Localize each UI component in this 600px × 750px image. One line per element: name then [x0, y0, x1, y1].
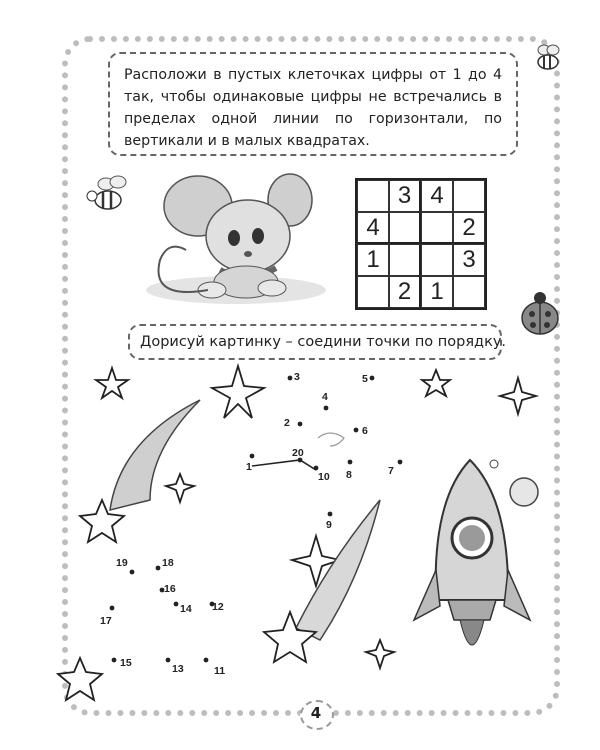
mouse-illustration — [146, 174, 326, 304]
sudoku-cell[interactable]: 1 — [357, 244, 389, 276]
sudoku-cell[interactable] — [453, 276, 485, 308]
dot-label: 4 — [322, 391, 328, 403]
sudoku-cell[interactable] — [389, 244, 421, 276]
sudoku-cell[interactable] — [421, 212, 453, 244]
dot-label: 17 — [100, 615, 112, 627]
sudoku-instructions — [108, 52, 518, 156]
ladybug-icon — [522, 292, 558, 334]
dot-label: 2 — [284, 417, 290, 429]
dot-label: 19 — [116, 557, 128, 569]
sudoku-cell[interactable]: 3 — [453, 244, 485, 276]
dot-label: 9 — [326, 519, 332, 531]
dot-label: 18 — [162, 557, 174, 569]
dot-label: 14 — [180, 603, 192, 615]
dot-label: 3 — [294, 371, 300, 383]
sudoku-cell[interactable] — [389, 212, 421, 244]
sudoku-cell[interactable]: 2 — [453, 212, 485, 244]
planet-icon — [490, 460, 538, 506]
bee-icon — [538, 45, 559, 69]
dot-label: 20 — [292, 447, 304, 459]
sudoku-cell[interactable] — [357, 180, 389, 212]
dot-label: 8 — [346, 469, 352, 481]
sudoku-cell[interactable]: 2 — [389, 276, 421, 308]
sudoku-cell[interactable]: 4 — [357, 212, 389, 244]
sudoku-cell[interactable]: 1 — [421, 276, 453, 308]
star-smiling-icon — [58, 658, 102, 700]
dot-label: 11 — [214, 665, 226, 677]
sudoku-cell[interactable] — [421, 244, 453, 276]
dot-to-dot-instructions — [128, 324, 507, 360]
dot-label: 15 — [120, 657, 132, 669]
dot-label: 16 — [164, 583, 176, 595]
page-number: 4 — [310, 704, 322, 722]
sudoku-instructions-text: Расположи в пустых клеточках цифры от 1 до 4 так, чтобы одинаковые цифры не встречались в пределах одной линии по горизонтали, по вертикали и в малых квадратах. — [124, 67, 502, 149]
dot-label: 13 — [172, 663, 184, 675]
dot-label: 12 — [212, 601, 224, 613]
shooting-star-bottom-icon — [264, 500, 380, 662]
sudoku-cell[interactable]: 3 — [389, 180, 421, 212]
dot-label: 10 — [318, 471, 330, 483]
sudoku-cell[interactable] — [453, 180, 485, 212]
dot-label: 5 — [362, 373, 368, 385]
dot-label: 1 — [246, 461, 252, 473]
dot-label: 7 — [388, 465, 394, 477]
fly-bee-icon — [87, 176, 126, 209]
dot-to-dot-instructions-text: Дорисуй картинку – соедини точки по порядку. — [140, 334, 507, 350]
dot-label: 6 — [362, 425, 368, 437]
sudoku-cell[interactable]: 4 — [421, 180, 453, 212]
sudoku-grid — [355, 178, 487, 310]
shooting-star-icon — [80, 400, 200, 542]
sudoku-cell[interactable] — [357, 276, 389, 308]
